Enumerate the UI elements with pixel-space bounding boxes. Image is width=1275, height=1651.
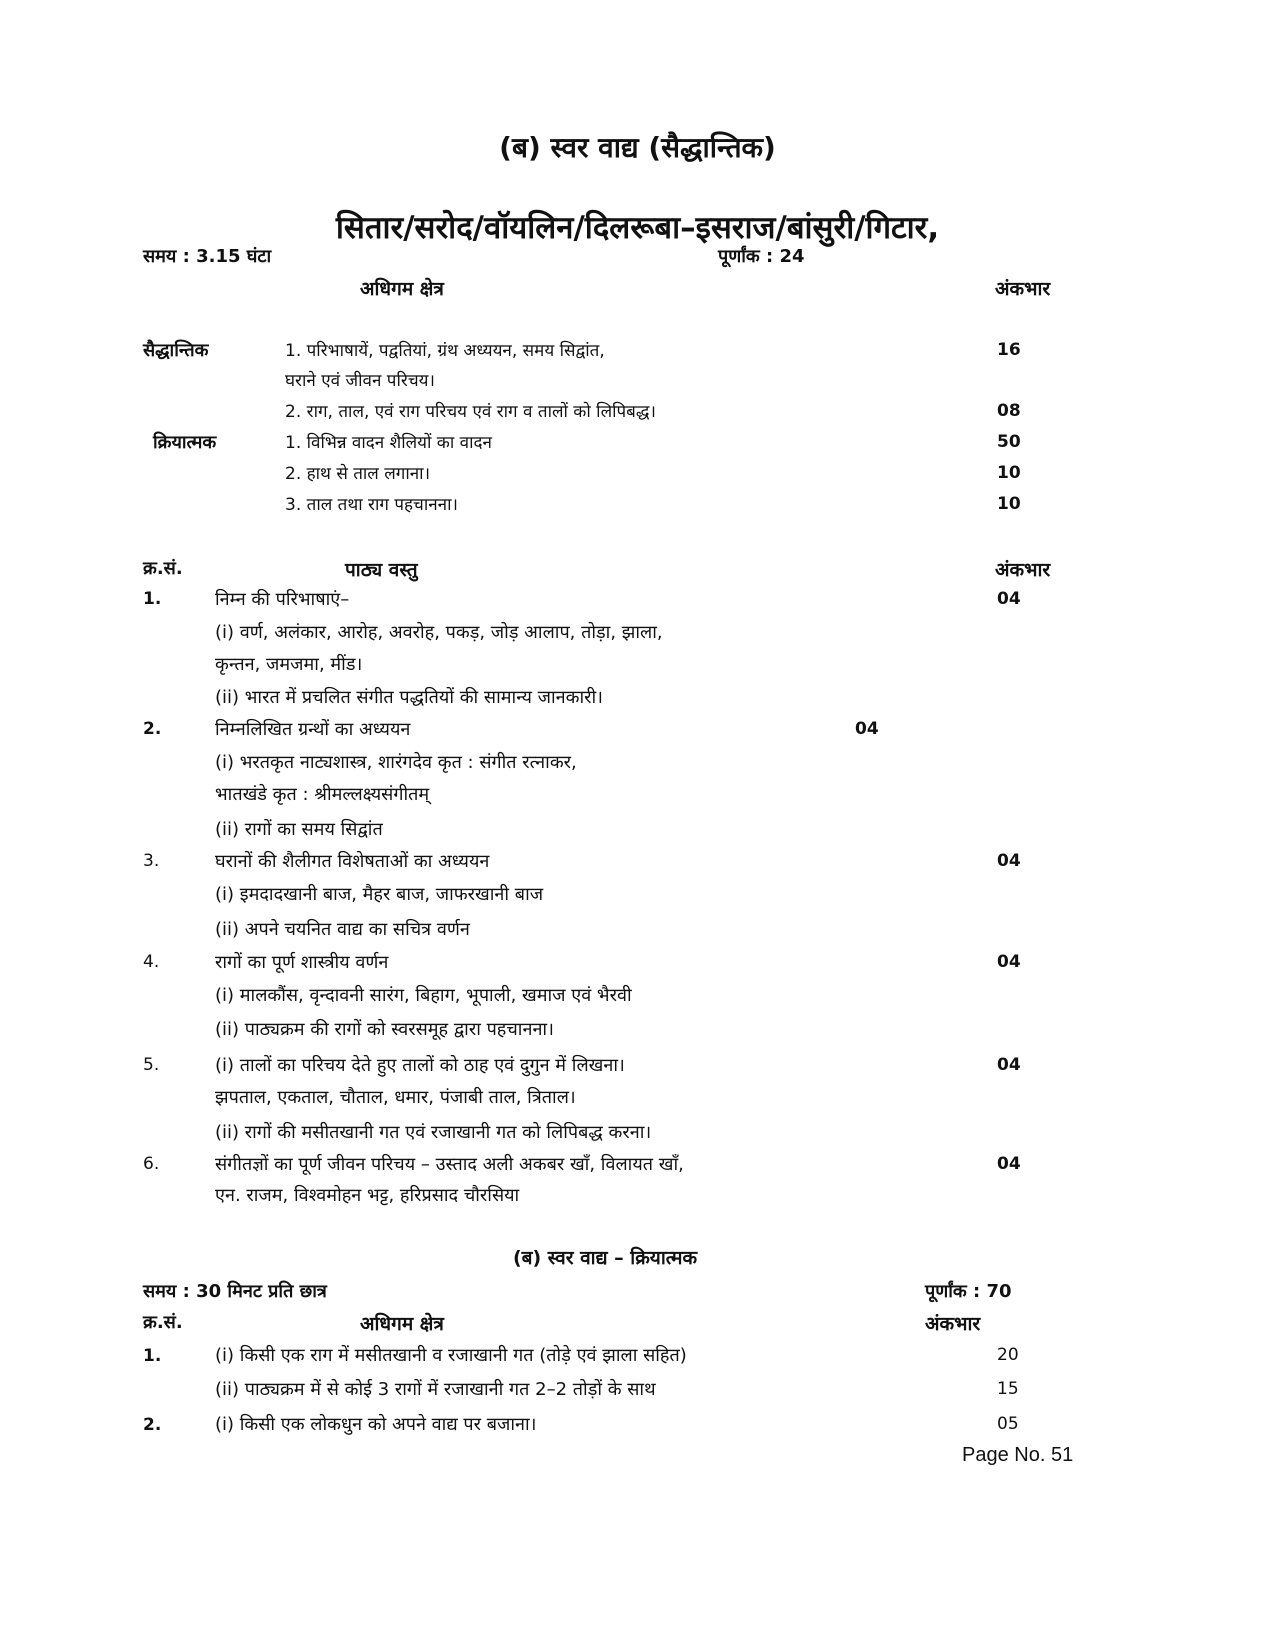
syllabus-item-text: घरानों की शैलीगत विशेषताओं का अध्ययन (215, 851, 490, 872)
learning-area-item: 1. विभिन्न वादन शैलियों का वादन (285, 433, 492, 453)
practical-col-weightage: अंकभार (925, 1313, 981, 1335)
syllabus-item-text: (ii) रागों की मसीतखानी गत एवं रजाखानी गत को लिपिबद्ध करना। (215, 1122, 652, 1143)
practical-total-marks: पूर्णांक : 70 (925, 1281, 1012, 1302)
syllabus-item-number: 4. (143, 952, 160, 972)
syllabus-item-number: 3. (143, 851, 160, 871)
syllabus-item-text: निम्न की परिभाषाएं– (215, 589, 350, 610)
syllabus-item-number: 5. (143, 1055, 160, 1075)
col-weightage: अंकभार (995, 278, 1051, 300)
practical-item-mark: 15 (997, 1379, 1019, 1399)
syllabus-item-text: (i) वर्ण, अलंकार, आरोह, अवरोह, पकड़, जोड़ आलाप, तोड़ा, झाला, (215, 622, 663, 643)
learning-area-mark: 10 (997, 494, 1021, 514)
page-title: (ब) स्वर वाद्य (सैद्धान्तिक) (499, 131, 776, 164)
syllabus-item-mark: 04 (997, 589, 1021, 609)
learning-area-item: घराने एवं जीवन परिचय। (285, 371, 435, 391)
practical-item-text: (ii) पाठ्यक्रम में से कोई 3 रागों में रजाखानी गत 2–2 तोड़ों के साथ (215, 1379, 656, 1400)
syllabus-item-text: (i) इमदादखानी बाज, मैहर बाज, जाफरखानी बाज (215, 884, 544, 905)
col-serial-no: क्र.सं. (143, 558, 183, 579)
syllabus-item-text: (ii) रागों का समय सिद्वांत (215, 819, 383, 840)
syllabus-item-mark: 04 (997, 851, 1021, 871)
syllabus-item-text: (i) भरतकृत नाट्यशास्त्र, शारंगदेव कृत : संगीत रत्नाकर, (215, 752, 577, 773)
syllabus-item-text: (i) मालकौंस, वृन्दावनी सारंग, बिहाग, भूपाली, खमाज एवं भैरवी (215, 985, 632, 1006)
syllabus-item-text: झपताल, एकताल, चौताल, धमार, पंजाबी ताल, त्रिताल। (215, 1087, 576, 1108)
syllabus-item-text: निम्नलिखित ग्रन्थों का अध्ययन (215, 719, 411, 740)
syllabus-item-text: संगीतज्ञों का पूर्ण जीवन परिचय – उस्ताद अली अकबर खाँ, विलायत खाँ, (215, 1154, 684, 1175)
syllabus-item-text: एन. राजम, विश्वमोहन भट्ट, हरिप्रसाद चौरसिया (215, 1185, 520, 1206)
learning-area-mark: 16 (997, 340, 1021, 360)
practical-item-text: (i) किसी एक लोकधुन को अपने वाद्य पर बजाना। (215, 1414, 537, 1435)
syllabus-item-text: कृन्तन, जमजमा, मींड। (215, 654, 363, 675)
syllabus-item-number: 6. (143, 1154, 160, 1174)
syllabus-item-text: रागों का पूर्ण शास्त्रीय वर्णन (215, 952, 389, 973)
syllabus-item-number: 2. (143, 719, 162, 739)
learning-area-mark: 10 (997, 463, 1021, 483)
col-content: पाठ्य वस्तु (345, 559, 418, 581)
learning-area-mark: 50 (997, 432, 1021, 452)
syllabus-item-mark: 04 (997, 1154, 1021, 1174)
practical-col-serial-no: क्र.सं. (143, 1312, 183, 1333)
exam-time: समय : 3.15 घंटा (143, 246, 272, 267)
col-syllabus-weightage: अंकभार (995, 559, 1051, 581)
practical-item-mark: 05 (997, 1414, 1019, 1434)
syllabus-item-text: (ii) अपने चयनित वाद्य का सचित्र वर्णन (215, 919, 470, 940)
practical-col-area: अधिगम क्षेत्र (360, 1313, 444, 1335)
syllabus-item-text: भातखंडे कृत : श्रीमल्लक्ष्यसंगीतम् (215, 784, 430, 805)
practical-item-number: 1. (143, 1346, 162, 1366)
learning-area-mark: 08 (997, 401, 1021, 421)
practical-item-number: 2. (143, 1415, 162, 1435)
syllabus-item-text: (i) तालों का परिचय देते हुए तालों को ठाह एवं दुगुन में लिखना। (215, 1055, 625, 1076)
learning-area-item: 3. ताल तथा राग पहचानना। (285, 495, 458, 515)
syllabus-item-text: (ii) पाठ्यक्रम की रागों को स्वरसमूह द्वारा पहचानना। (215, 1019, 554, 1040)
practical-item-text: (i) किसी एक राग में मसीतखानी व रजाखानी गत (तोड़े एवं झाला सहित) (215, 1345, 687, 1366)
learning-area-item: 2. राग, ताल, एवं राग परिचय एवं राग व तालों को लिपिबद्ध। (285, 402, 656, 422)
learning-area-item: 2. हाथ से ताल लगाना। (285, 464, 431, 484)
syllabus-item-number: 1. (143, 589, 162, 609)
page-subtitle: सितार/सरोद/वॉयलिन/दिलरूबा–इसराज/बांसुरी/गिटार, (335, 210, 940, 246)
syllabus-item-mark: 04 (997, 1055, 1021, 1075)
practical-time: समय : 30 मिनट प्रति छात्र (143, 1281, 327, 1302)
syllabus-item-mark: 04 (997, 952, 1021, 972)
syllabus-item-text: (ii) भारत में प्रचलित संगीत पद्धतियों की सामान्य जानकारी। (215, 687, 604, 708)
page-number: Page No. 51 (962, 1444, 1074, 1466)
total-marks: पूर्णांक : 24 (718, 246, 805, 267)
practical-item-mark: 20 (997, 1345, 1019, 1365)
practical-label: क्रियात्मक (153, 432, 217, 453)
theory-label: सैद्धान्तिक (143, 340, 209, 361)
practical-heading: (ब) स्वर वाद्य – क्रियात्मक (512, 1247, 698, 1269)
col-learning-area: अधिगम क्षेत्र (360, 278, 444, 300)
syllabus-item-mark: 04 (855, 719, 879, 739)
learning-area-item: 1. परिभाषायें, पद्वतियां, ग्रंथ अध्ययन, समय सिद्वांत, (285, 341, 605, 361)
